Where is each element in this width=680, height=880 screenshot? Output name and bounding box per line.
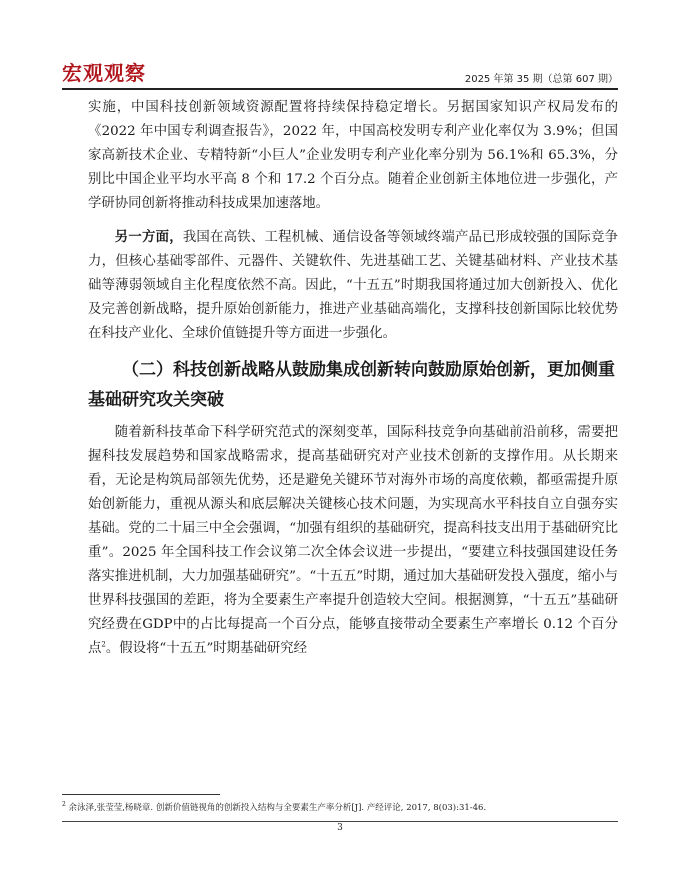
footer-divider xyxy=(62,821,618,822)
paragraph-on-the-other-hand xyxy=(88,225,618,346)
publication-title: 宏观观察 xyxy=(62,61,146,85)
footnote-reference[interactable]: 2 xyxy=(101,640,106,649)
page-header xyxy=(62,58,618,90)
paragraph-text: 我国在高铁、工程机械、通信设备等领域终端产品已形成较强的国际竞争力，但核心基础零部件、元器件、关键软件、先进基础工艺、关键基础材料、产业技术基础等薄弱领域自主化程度依然不高。因此，“十五五”时期我国将通过加大创新投入、优化及完善创新战略，提升原始创新能力，推进产业基础高端化，支撑科技创新国际比较优势在科技产业化、全球价值链提升等方面进一步强化。 xyxy=(88,230,618,341)
header-divider xyxy=(62,88,618,90)
page-number: 3 xyxy=(337,823,343,833)
paragraph-continued: 实施，中国科技创新领域资源配置将持续保持稳定增长。另据国家知识产权局发布的《2022 年中国专利调查报告》，2022 年，中国高校发明专利产业化率仅为 3.9%；但国家高新技术企业、专精特新“小巨人”企业发明专利产业化率分别为 56.1%和 65.3%，分别比中国企业平均水平高 8 个和 17.2 个百分点。随着企业创新主体地位进一步强化，产学研协同创新将推动科技成果加速落地。 xyxy=(88,100,618,211)
footnote xyxy=(62,801,618,813)
paragraph-lead-phrase: 另一方面， xyxy=(114,229,183,245)
paragraph-text: 随着新科技革命下科学研究范式的深刻变革，国际科技竞争向基础前沿前移，需要把握科技发展趋势和国家战略需求，提高基础研究对产业技术创新的支撑作用。从长期来看，无论是构筑局部领先优势，还是避免关键环节对海外市场的高度依赖，都亟需提升原始创新能力，重视从源头和底层解决关键核心技术问题，为实现高水平科技自立自强夯实基础。党的二十届三中全会强调，“加强有组织的基础研究，提高科技支出用于基础研究比重”。2025 年全国科技工作会议第二次全体会议进一步提出，“要建立科技强国建设任务落实推进机制，大力加强基础研究”。“十五五”时期，通过加大基础研发投入强度，缩小与世界科技强国的差距，将为全要素生产率提升创造较大空间。根据测算，“十五五”基础研究经费在GDP中的占比每提高一个百分点，能够直接带动全要素生产率增长 0.12 个百分点 xyxy=(88,425,618,656)
footnote-marker: 2 xyxy=(62,801,66,809)
article-body xyxy=(88,96,618,670)
section-heading: （二）科技创新战略从鼓励集成创新转向鼓励原始创新，更加侧重基础研究攻关突破 xyxy=(88,360,615,410)
paragraph-basic-research xyxy=(88,421,618,661)
footnote-divider xyxy=(62,794,220,795)
paragraph-text-end: 。假设将“十五五”时期基础研究经 xyxy=(105,641,308,656)
issue-number: 2025 年第 35 期（总第 607 期） xyxy=(464,74,618,85)
footnote-text: 余泳泽,张莹莹,杨晓章. 创新价值链视角的创新投入结构与全要素生产率分析[J]. 产经评论, 2017, 8(03):31-46. xyxy=(65,803,487,813)
